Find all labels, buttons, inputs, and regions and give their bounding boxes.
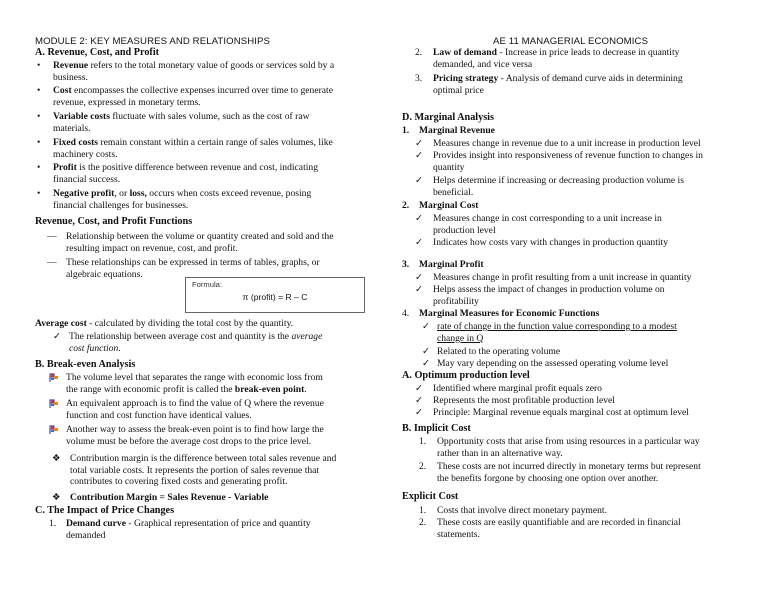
marginal-measures-title: 4. Marginal Measures for Economic Functions: [402, 308, 600, 319]
formula-label: Formula:: [192, 280, 222, 289]
bullet-fixed-costs: • Fixed costs remain constant within a certain range of sales volumes, like machinery costs.: [37, 137, 333, 160]
bullet-revenue: • Revenue refers to the total monetary value of goods or services sold by a business.: [37, 60, 335, 83]
check-item: ✓ Measures change in profit resulting from a unit increase in quantity: [415, 272, 692, 283]
diamond-bullet-icon: ❖: [52, 492, 61, 503]
check-icon: ✓: [415, 395, 424, 406]
bullet-cost: • Cost encompasses the collective expenses incurred over time to generate revenue, expressed in monetary terms.: [37, 85, 333, 108]
bullet-profit: • Profit is the positive difference between revenue and cost, indicating financial success.: [37, 162, 318, 185]
check-item: ✓ Identified where marginal profit equals zero: [415, 383, 602, 394]
section-b-title: B. Break-even Analysis: [35, 359, 136, 370]
check-item: ✓ Helps assess the impact of changes in production volume on profitability: [415, 284, 665, 307]
check-icon: ✓: [415, 175, 424, 186]
flag-bullet-icon: [49, 399, 59, 413]
check-icon: ✓: [422, 346, 431, 357]
marginal-revenue-title: 1. Marginal Revenue: [402, 125, 495, 136]
diamond-bullet-icon: ❖: [52, 453, 61, 464]
bullet-negative-profit: • Negative profit, or loss, occurs when costs exceed revenue, posing financial challenges for businesses.: [37, 188, 312, 211]
contribution-margin-note: ❖ Contribution margin is the difference between total sales revenue and total variable costs. It represents the portion of sales revenue that contributes to covering fixed costs and generating profit.: [52, 453, 337, 488]
price-change-item: 3. Pricing strategy - Analysis of demand curve aids in determining optimal price: [415, 73, 683, 96]
check-item: ✓ Represents the most profitable production level: [415, 395, 615, 406]
check-item: ✓ Provides insight into responsiveness of revenue function to changes in quantity: [415, 150, 703, 173]
explicit-cost-title: Explicit Cost: [402, 491, 459, 502]
check-icon: ✓: [415, 213, 424, 224]
flag-bullet-icon: [49, 373, 59, 387]
implicit-cost-item: 2. These costs are not incurred directly in monetary terms but represent the benefits forgone by choosing one option over another.: [419, 461, 701, 484]
explicit-cost-item: 2. These costs are easily quantifiable and are recorded in financial statements.: [419, 517, 681, 540]
function-item: — These relationships can be expressed in terms of tables, graphs, or algebraic equations.: [47, 257, 320, 280]
section-d-title: D. Marginal Analysis: [402, 112, 494, 123]
section-c-title: C. The Impact of Price Changes: [35, 505, 175, 516]
section-a-title: A. Revenue, Cost, and Profit: [35, 47, 160, 58]
check-item: ✓ Helps determine if increasing or decreasing production volume is beneficial.: [415, 175, 684, 198]
price-change-item: 2. Law of demand - Increase in price leads to decrease in quantity demanded, and vice versa: [415, 47, 680, 70]
marginal-cost-title: 2. Marginal Cost: [402, 200, 479, 211]
marginal-profit-title: 3. Marginal Profit: [402, 259, 484, 270]
flag-bullet-icon: [49, 425, 59, 439]
check-icon: ✓: [415, 150, 424, 161]
course-title: AE 11 MANAGERIAL ECONOMICS: [493, 36, 649, 47]
function-item: — Relationship between the volume or quantity created and sold and the resulting impact on revenue, cost, and profit.: [47, 231, 334, 254]
check-icon: ✓: [415, 407, 424, 418]
check-item: ✓ Measures change in cost corresponding to a unit increase in production level: [415, 213, 662, 236]
explicit-cost-item: 1. Costs that involve direct monetary payment.: [419, 505, 607, 516]
bullet-variable-costs: • Variable costs fluctuate with sales volume, such as the cost of raw materials.: [37, 111, 310, 134]
check-icon: ✓: [415, 272, 424, 283]
module-title: MODULE 2: KEY MEASURES AND RELATIONSHIPS: [35, 36, 271, 47]
check-icon: ✓: [415, 237, 424, 248]
check-icon: ✓: [415, 383, 424, 394]
check-icon: ✓: [422, 321, 431, 332]
implicit-cost-item: 1. Opportunity costs that arise from using resources in a particular way rather than in an alternative way.: [419, 436, 700, 459]
check-item: ✓ Measures change in revenue due to a unit increase in production level: [415, 138, 701, 149]
check-item: ✓ rate of change in the function value corresponding to a modest change in Q: [422, 321, 677, 344]
check-icon: ✓: [422, 358, 431, 369]
optimum-production-title: A. Optimum production level: [402, 370, 530, 381]
check-icon: ✓: [53, 331, 62, 342]
break-even-item: The volume level that separates the range with economic loss from the range with economic profit is called the break-even point.: [35, 372, 370, 395]
average-cost-definition: Average cost - calculated by dividing the total cost by the quantity.: [35, 318, 294, 329]
profit-formula: π (profit) = R – C: [242, 292, 308, 302]
check-icon: ✓: [415, 284, 424, 295]
check-icon: ✓: [415, 138, 424, 149]
break-even-item: An equivalent approach is to find the value of Q where the revenue function and cost function have identical values.: [35, 398, 370, 421]
functions-title: Revenue, Cost, and Profit Functions: [35, 216, 193, 227]
formula-box: [185, 277, 365, 313]
break-even-item: Another way to assess the break-even point is to find how large the volume must be before the average cost drops to the price level.: [35, 424, 370, 447]
implicit-cost-title: B. Implicit Cost: [402, 423, 471, 434]
check-item: ✓ Indicates how costs vary with changes in production quantity: [415, 237, 668, 248]
price-change-item: 1. Demand curve - Graphical representation of price and quantity demanded: [49, 518, 311, 541]
contribution-margin-formula: ❖ Contribution Margin = Sales Revenue - Variable: [52, 492, 269, 503]
check-item: ✓ May vary depending on the assessed operating volume level: [422, 358, 669, 369]
check-item: ✓ Related to the operating volume: [422, 346, 561, 357]
check-item: ✓ Principle: Marginal revenue equals marginal cost at optimum level: [415, 407, 689, 418]
average-cost-function-note: ✓ The relationship between average cost and quantity is the average cost function.: [53, 331, 323, 354]
